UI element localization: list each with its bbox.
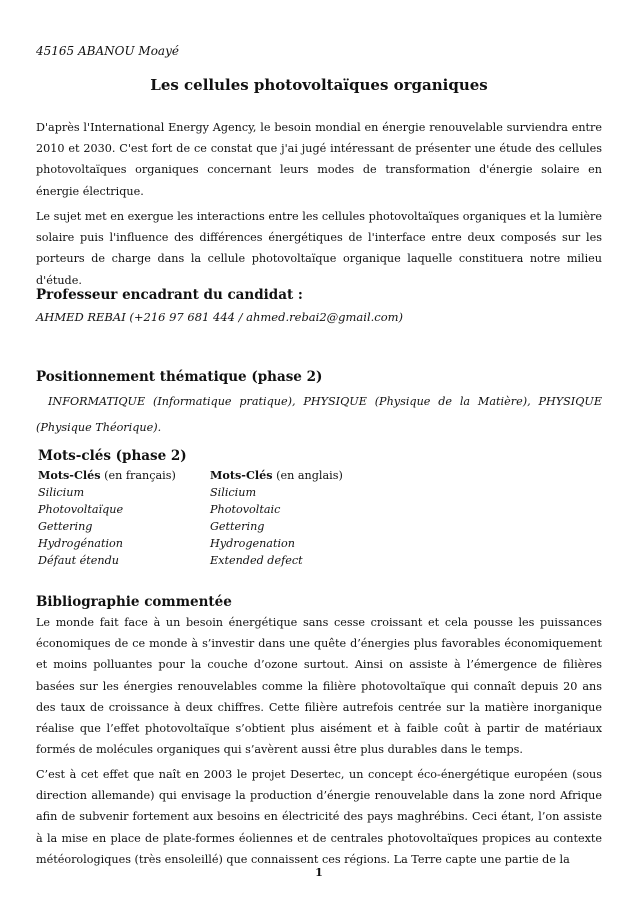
positioning-heading: Positionnement thématique (phase 2) bbox=[36, 369, 323, 385]
keyword-fr: Gettering bbox=[38, 520, 93, 533]
keyword-row bbox=[36, 501, 345, 518]
keyword-en: Silicium bbox=[210, 486, 257, 499]
supervisor-details: AHMED REBAI (+216 97 681 444 / ahmed.rebai2@gmail.com) bbox=[36, 310, 404, 324]
keyword-en: Extended defect bbox=[210, 554, 303, 567]
page-number: 1 bbox=[315, 866, 323, 879]
keywords-table bbox=[36, 466, 345, 569]
keyword-fr: Hydrogénation bbox=[38, 537, 123, 550]
bibliography-heading: Bibliographie commentée bbox=[36, 594, 232, 610]
keyword-en: Hydrogenation bbox=[210, 537, 295, 550]
positioning-themes: INFORMATIQUE (Informatique pratique), PHYSIQUE (Physique de la Matière), PHYSIQUE (Physique Théorique). bbox=[36, 395, 602, 434]
keyword-row bbox=[36, 552, 345, 569]
supervisor-heading: Professeur encadrant du candidat : bbox=[36, 287, 303, 303]
page-title: Les cellules photovoltaïques organiques bbox=[150, 76, 488, 94]
keywords-section bbox=[36, 448, 348, 569]
keyword-en: Gettering bbox=[210, 520, 265, 533]
keyword-fr: Silicium bbox=[38, 486, 85, 499]
keyword-row bbox=[36, 518, 345, 535]
intro-paragraph-1: D'après l'International Energy Agency, le besoin mondial en énergie renouvelable surviendra entre 2010 et 2030. C'est fort de ce constat que j'ai jugé intéressant de présenter une étude des cellules photovoltaïques organiques concernant leurs modes de transformation d'énergie solaire en énergie électrique. bbox=[36, 121, 602, 198]
keywords-heading: Mots-clés (phase 2) bbox=[38, 448, 187, 464]
keyword-row bbox=[36, 484, 345, 501]
keyword-row bbox=[36, 535, 345, 552]
keywords-col-fr: Mots-Clés (en français) bbox=[38, 468, 176, 482]
keywords-col-en: Mots-Clés (en anglais) bbox=[210, 468, 343, 482]
intro-paragraph-2: Le sujet met en exergue les interactions entre les cellules photovoltaïques organiques et la lumière solaire puis l'influence des différences énergétiques de l'interface entre deux composés sur les porteurs de charge dans la cellule photovoltaïque organique laquelle constituera notre milieu d'étude. bbox=[36, 210, 602, 287]
bibliography-paragraph-1: Le monde fait face à un besoin énergétique sans cesse croissant et cela pousse les puissances économiques de ce monde à s’investir dans une quête d’énergies plus favorables économiquement et moins polluantes pour la couche d’ozone surtout. Ainsi on assiste à l’émergence de filières basées sur les énergies renouvelables comme la filière photovoltaïque qui connaît depuis 20 ans des taux de croissance à deux chiffres. Cette filière autrefois centrée sur la matière inorganique réalise que l’effet photovoltaïque s’obtient plus aisément et à faible coût à partir de matériaux formés de molécules organiques qui s’avèrent aussi être plus durables dans le temps. bbox=[36, 616, 602, 757]
bibliography-paragraph-2: C’est à cet effet que naît en 2003 le projet Desertec, un concept éco-énergétique européen (sous direction allemande) qui envisage la production d’énergie renouvelable dans la zone nord Afrique afin de subvenir fortement aux besoins en électricité des pays maghrébins. Ceci étant, l’on assiste à la mise en place de plate-formes éoliennes et de centrales photovoltaïques propices au contexte météorologiques (très ensoleillé) que connaissent ces régions. La Terre capte une partie de la bbox=[36, 768, 602, 866]
keyword-fr: Photovoltaïque bbox=[38, 503, 124, 516]
keyword-fr: Défaut étendu bbox=[38, 554, 119, 567]
candidate-id: 45165 ABANOU Moayé bbox=[36, 44, 179, 58]
keyword-en: Photovoltaic bbox=[210, 503, 281, 516]
